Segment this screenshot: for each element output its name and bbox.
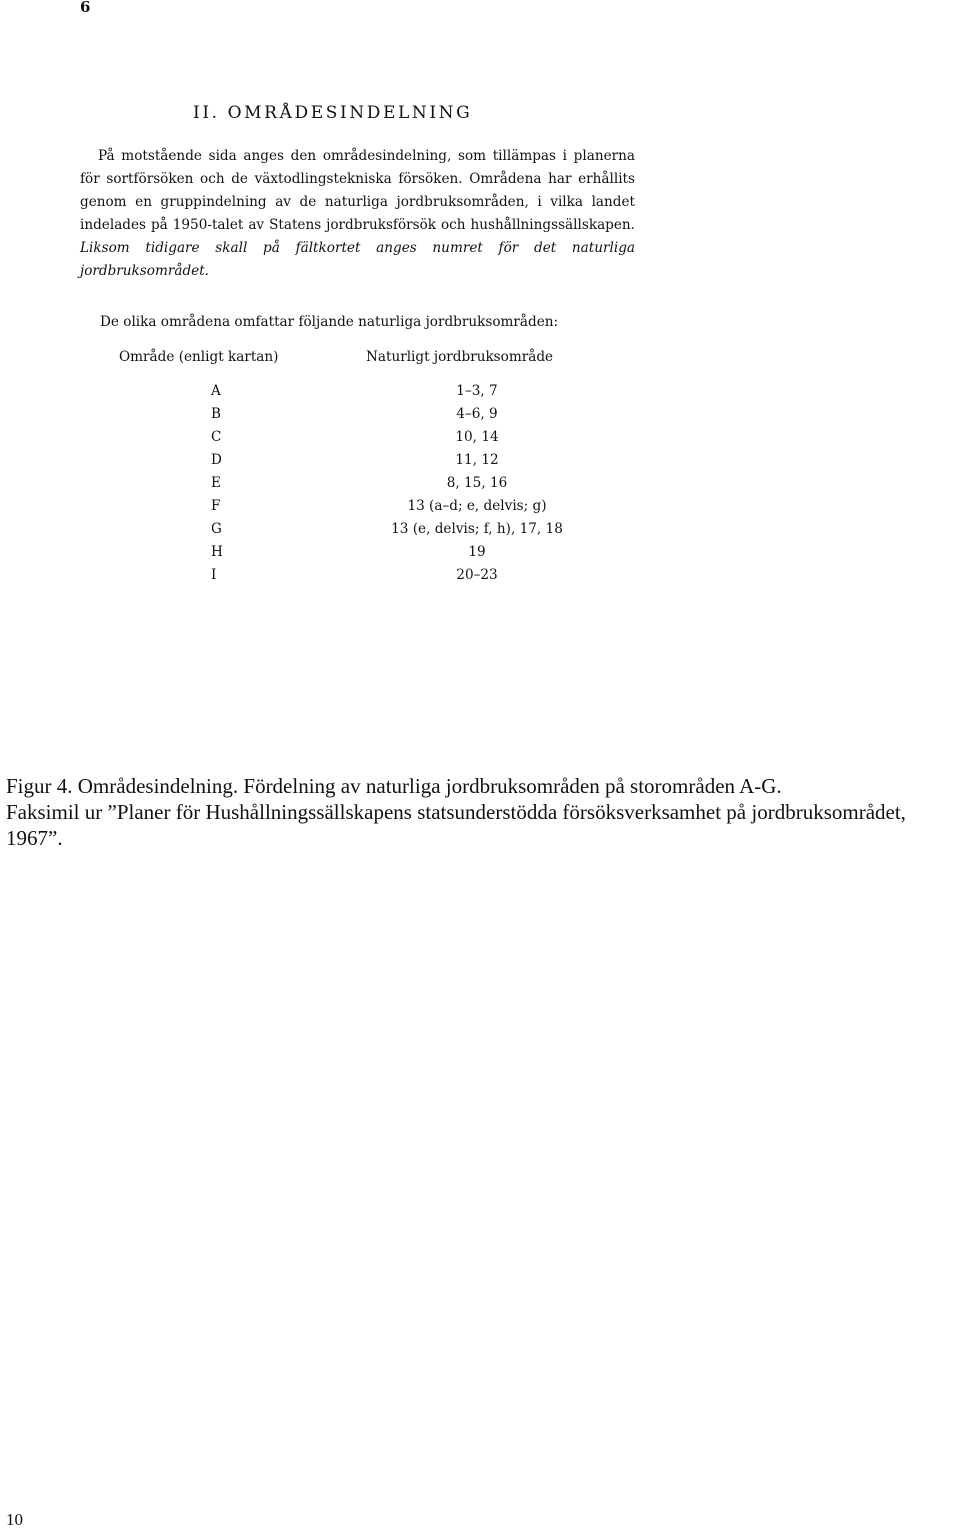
natural-area-value: 11, 12 bbox=[455, 452, 499, 468]
facsimile-page-number: 6 bbox=[80, 0, 91, 16]
section-heading: II. OMRÅDESINDELNING bbox=[193, 103, 473, 123]
natural-area-value: 13 (e, delvis; f, h), 17, 18 bbox=[391, 521, 563, 537]
table-row bbox=[0, 403, 700, 426]
natural-area-value: 13 (a–d; e, delvis; g) bbox=[407, 498, 547, 514]
natural-area-value: 19 bbox=[468, 544, 486, 560]
area-code: A bbox=[211, 383, 221, 399]
area-code: G bbox=[211, 521, 222, 537]
natural-area-value: 20–23 bbox=[456, 567, 498, 583]
table-row bbox=[0, 541, 700, 564]
caption-line-1: Figur 4. Områdesindelning. Fördelning av naturliga jordbruksområden på storområden A-G. bbox=[6, 774, 782, 798]
facsimile-page bbox=[0, 0, 960, 600]
table-row bbox=[0, 380, 700, 403]
natural-area-value: 1–3, 7 bbox=[456, 383, 498, 399]
area-code: C bbox=[211, 429, 222, 445]
area-code: D bbox=[211, 452, 222, 468]
figure-caption bbox=[6, 773, 954, 851]
area-code: I bbox=[211, 567, 217, 583]
area-table bbox=[0, 380, 700, 587]
area-code: H bbox=[211, 544, 223, 560]
natural-area-value: 4–6, 9 bbox=[456, 406, 498, 422]
intro-italic-text: Liksom tidigare skall på fältkortet anges numret för det naturliga jordbruksområdet. bbox=[80, 240, 635, 279]
table-row bbox=[0, 472, 700, 495]
table-row bbox=[0, 518, 700, 541]
area-code: E bbox=[211, 475, 221, 491]
list-intro: De olika områdena omfattar följande naturliga jordbruksområden: bbox=[100, 314, 559, 330]
page-number: 10 bbox=[6, 1510, 23, 1529]
caption-line-2: Faksimil ur ”Planer för Hushållningssällskapens statsunderstödda försöksverksamhet på jordbruksområdet, 1967”. bbox=[6, 800, 906, 850]
table-row bbox=[0, 426, 700, 449]
table-row bbox=[0, 564, 700, 587]
area-code: F bbox=[211, 498, 221, 514]
area-code: B bbox=[211, 406, 221, 422]
intro-paragraph bbox=[80, 145, 635, 283]
natural-area-value: 8, 15, 16 bbox=[446, 475, 508, 491]
intro-text: På motstående sida anges den områdesindelning, som tillämpas i planerna för sortförsöken och de växtodlingstekniska försöken. Områdena har erhållits genom en gruppindelning av de naturliga jordbruksområden, i vilka landet indelades på 1950-talet av Statens jordbruksförsök och hushållningssällskapen. bbox=[80, 148, 635, 233]
table-row bbox=[0, 449, 700, 472]
column-header-area: Område (enligt kartan) bbox=[119, 349, 279, 365]
table-row bbox=[0, 495, 700, 518]
column-header-natural-area: Naturligt jordbruksområde bbox=[366, 349, 554, 365]
natural-area-value: 10, 14 bbox=[455, 429, 499, 445]
